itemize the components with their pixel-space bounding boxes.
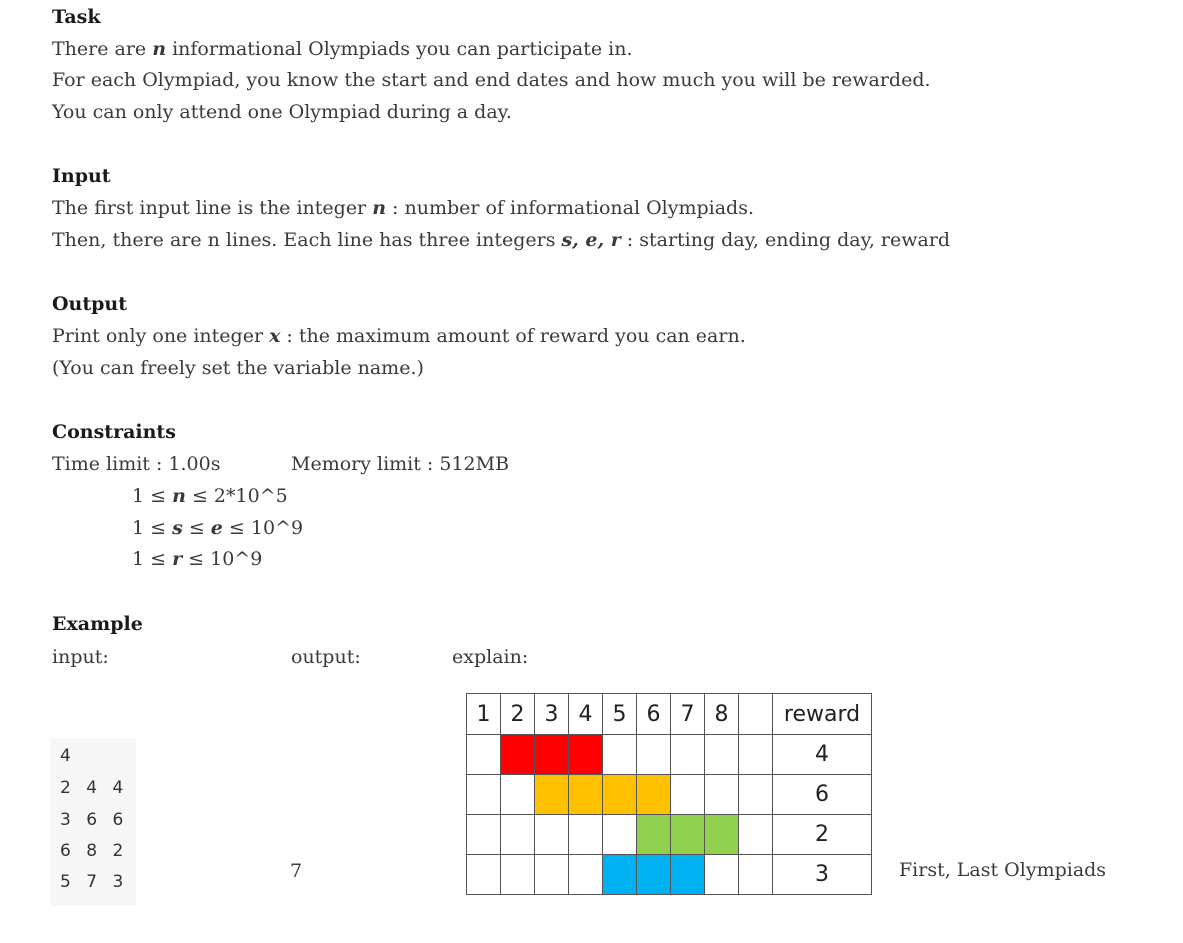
example-explain-label: explain: — [452, 646, 529, 668]
day-cell-active — [501, 735, 535, 775]
task-line-3: You can only attend one Olympiad during a day. — [52, 101, 512, 123]
sample-output-value: 7 — [290, 860, 303, 882]
day-cell-active — [603, 855, 637, 895]
day-cell — [535, 815, 569, 855]
grid-header-row — [467, 694, 872, 735]
day-cell-active — [637, 855, 671, 895]
day-cell-active — [535, 775, 569, 815]
day-cell — [569, 855, 603, 895]
day-cell — [467, 855, 501, 895]
day-cell — [501, 775, 535, 815]
task-line-2: For each Olympiad, you know the start and end dates and how much you will be rewarded. — [52, 69, 931, 91]
day-header: 2 — [501, 694, 535, 735]
day-header — [739, 694, 773, 735]
explain-note: First, Last Olympiads — [899, 859, 1107, 881]
day-header: 8 — [705, 694, 739, 735]
constraint-s-e: 1 ≤ s ≤ e ≤ 10^9 — [132, 517, 304, 539]
day-cell-active — [569, 735, 603, 775]
sample-input-line: 3 6 6 — [60, 810, 129, 830]
input-line-2: Then, there are n lines. Each line has three integers s, e, r : starting day, ending day, reward — [52, 229, 951, 251]
day-header: 7 — [671, 694, 705, 735]
day-cell — [467, 735, 501, 775]
var-n: n — [372, 197, 387, 219]
day-cell — [705, 775, 739, 815]
day-cell-active — [637, 815, 671, 855]
output-line-1: Print only one integer x : the maximum amount of reward you can earn. — [52, 325, 746, 347]
olympiad-row — [467, 775, 872, 815]
day-cell — [569, 815, 603, 855]
reward-cell: 2 — [773, 815, 872, 855]
day-cell — [739, 855, 773, 895]
day-header: 3 — [535, 694, 569, 735]
day-cell-active — [535, 735, 569, 775]
day-cell-active — [705, 815, 739, 855]
day-cell — [671, 735, 705, 775]
schedule-grid — [466, 693, 872, 895]
example-output-label: output: — [291, 646, 361, 668]
memory-limit: Memory limit : 512MB — [291, 453, 510, 475]
sample-input-line: 5 7 3 — [60, 872, 129, 892]
day-cell — [739, 815, 773, 855]
day-cell — [501, 855, 535, 895]
olympiad-row — [467, 815, 872, 855]
day-cell-active — [603, 775, 637, 815]
olympiad-row — [467, 735, 872, 775]
day-cell — [501, 815, 535, 855]
day-cell — [535, 855, 569, 895]
time-limit: Time limit : 1.00s — [52, 453, 221, 475]
day-cell — [739, 735, 773, 775]
output-heading: Output — [52, 293, 128, 315]
day-cell-active — [637, 775, 671, 815]
sample-input-line: 4 — [60, 746, 76, 766]
olympiad-row — [467, 855, 872, 895]
day-header: 5 — [603, 694, 637, 735]
task-line-1: There are n informational Olympiads you can participate in. — [52, 38, 633, 60]
example-input-label: input: — [52, 646, 109, 668]
day-cell-active — [569, 775, 603, 815]
day-cell — [637, 735, 671, 775]
sample-input-line: 6 8 2 — [60, 841, 129, 861]
reward-cell: 3 — [773, 855, 872, 895]
example-heading: Example — [52, 613, 143, 635]
reward-cell: 4 — [773, 735, 872, 775]
day-cell-active — [671, 855, 705, 895]
day-cell — [671, 775, 705, 815]
task-heading: Task — [52, 6, 101, 28]
day-header: 4 — [569, 694, 603, 735]
day-cell — [467, 775, 501, 815]
day-header: 6 — [637, 694, 671, 735]
reward-header: reward — [773, 694, 872, 735]
day-cell-active — [671, 815, 705, 855]
constraints-heading: Constraints — [52, 421, 176, 443]
day-cell — [467, 815, 501, 855]
reward-cell: 6 — [773, 775, 872, 815]
input-heading: Input — [52, 165, 111, 187]
day-cell — [705, 855, 739, 895]
day-cell — [739, 775, 773, 815]
day-cell — [603, 815, 637, 855]
output-line-2: (You can freely set the variable name.) — [52, 357, 424, 379]
input-line-1: The first input line is the integer n : number of informational Olympiads. — [52, 197, 754, 219]
constraint-n: 1 ≤ n ≤ 2*10^5 — [132, 485, 288, 507]
constraint-r: 1 ≤ r ≤ 10^9 — [132, 548, 263, 570]
var-x: x — [269, 325, 281, 347]
day-cell — [705, 735, 739, 775]
day-header: 1 — [467, 694, 501, 735]
sample-input-line: 2 4 4 — [60, 778, 129, 798]
day-cell — [603, 735, 637, 775]
var-n: n — [152, 38, 167, 60]
var-ser: s, e, r — [561, 229, 621, 251]
